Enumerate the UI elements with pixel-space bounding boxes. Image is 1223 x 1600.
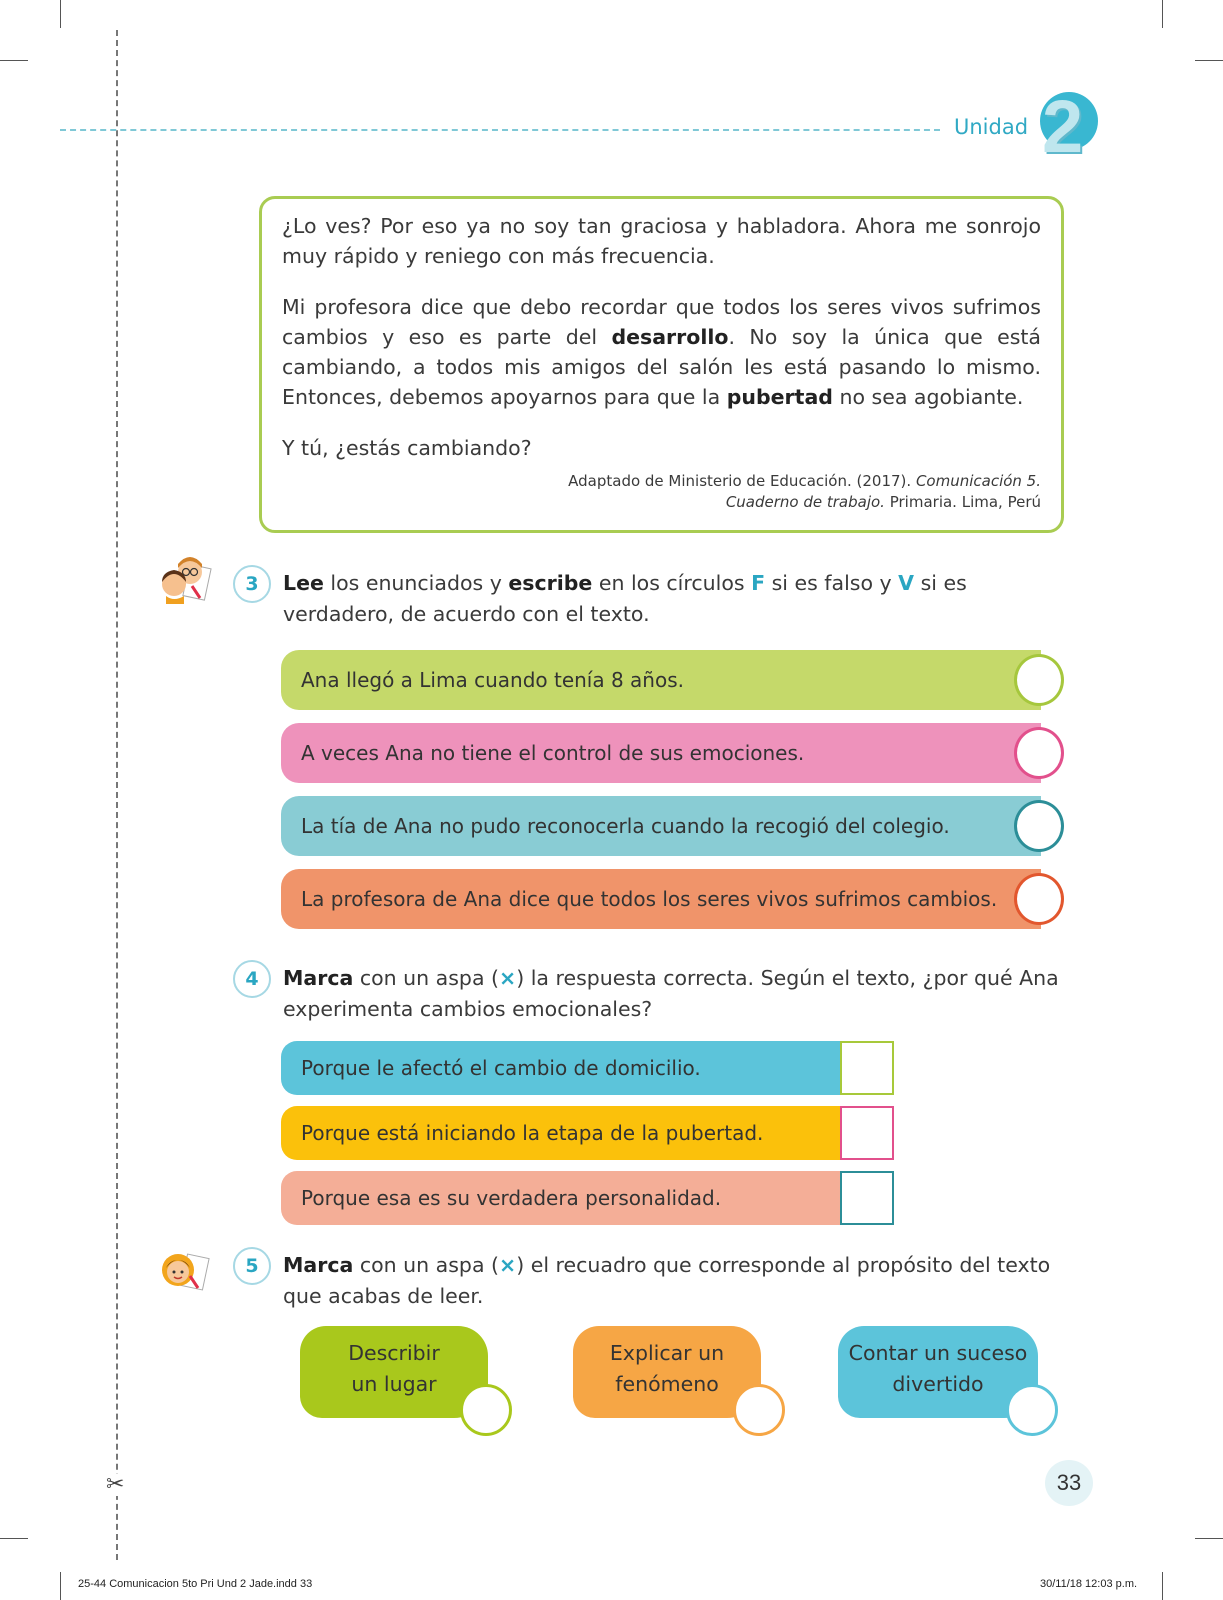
scissors-icon: ✂ (106, 1472, 125, 1497)
answer-circle-2[interactable] (1014, 727, 1064, 779)
children-avatar-icon (156, 552, 212, 604)
question-4-instruction: Marca con un aspa (×) la respuesta correcta. Según el texto, ¿por qué Ana experimenta cambios emocionales? (283, 966, 1059, 1021)
question-5-number: 5 (233, 1247, 271, 1285)
question-3-instruction: Lee los enunciados y escribe en los círculos F si es falso y V si es verdadero, de acuerdo con el texto. (283, 571, 967, 626)
purpose-circle-3[interactable] (1006, 1384, 1058, 1436)
cut-line (116, 30, 118, 1560)
unit-number: 2 (1042, 85, 1084, 168)
reading-paragraph-1: ¿Lo ves? Por eso ya no soy tan graciosa y habladora. Ahora me sonrojo muy rápido y reniego con más frecuencia. (282, 214, 1041, 268)
statement-3: La tía de Ana no pudo reconocerla cuando la recogió del colegio. (281, 796, 1041, 856)
purpose-option-1: Describir un lugar (300, 1326, 488, 1418)
crop-mark (1162, 1572, 1163, 1600)
reading-source: Adaptado de Ministerio de Educación. (2017). Comunicación 5. Cuaderno de trabajo. Primaria. Lima, Perú (568, 472, 1041, 511)
statement-1: Ana llegó a Lima cuando tenía 8 años. (281, 650, 1041, 710)
answer-circle-4[interactable] (1014, 873, 1064, 925)
answer-circle-3[interactable] (1014, 800, 1064, 852)
footer-timestamp: 30/11/18 12:03 p.m. (1040, 1578, 1138, 1590)
reading-paragraph-3: Y tú, ¿estás cambiando? (282, 436, 532, 460)
purpose-option-3: Contar un suceso divertido (838, 1326, 1038, 1418)
question-4-number: 4 (233, 960, 271, 998)
girl-avatar-icon (156, 1246, 212, 1296)
answer-box-4-2[interactable] (840, 1106, 894, 1160)
statement-4: La profesora de Ana dice que todos los seres vivos sufrimos cambios. (281, 869, 1041, 929)
footer-filename: 25-44 Comunicacion 5to Pri Und 2 Jade.indd 33 (78, 1578, 313, 1590)
answer-box-4-3[interactable] (840, 1171, 894, 1225)
answer-box-4-1[interactable] (840, 1041, 894, 1095)
question-3-number: 3 (233, 565, 271, 603)
answer-circle-1[interactable] (1014, 654, 1064, 706)
option-4-1: Porque le afectó el cambio de domicilio. (281, 1041, 841, 1095)
crop-mark (0, 1538, 28, 1539)
unit-label: Unidad (954, 115, 1029, 139)
purpose-option-2: Explicar un fenómeno (573, 1326, 761, 1418)
header-dashed-line (60, 129, 940, 131)
reading-paragraph-2: Mi profesora dice que debo recordar que todos los seres vivos sufrimos cambios y eso es parte del desarrollo. No soy la única que está cambiando, a todos mis amigos del salón les está pasando lo mismo. Entonces, debemos apoyarnos para que la pubertad no sea agobiante. (282, 295, 1041, 409)
page-number: 33 (1045, 1460, 1093, 1506)
crop-mark (0, 60, 28, 61)
crop-mark (60, 0, 61, 28)
option-4-2: Porque está iniciando la etapa de la pubertad. (281, 1106, 841, 1160)
crop-mark (1195, 1538, 1223, 1539)
purpose-circle-2[interactable] (733, 1384, 785, 1436)
crop-mark (1195, 60, 1223, 61)
option-4-3: Porque esa es su verdadera personalidad. (281, 1171, 841, 1225)
statement-2: A veces Ana no tiene el control de sus emociones. (281, 723, 1041, 783)
reading-box (259, 196, 1064, 533)
question-5-instruction: Marca con un aspa (×) el recuadro que corresponde al propósito del texto que acabas de leer. (283, 1253, 1051, 1308)
crop-mark (60, 1572, 61, 1600)
purpose-circle-1[interactable] (460, 1384, 512, 1436)
crop-mark (1162, 0, 1163, 28)
